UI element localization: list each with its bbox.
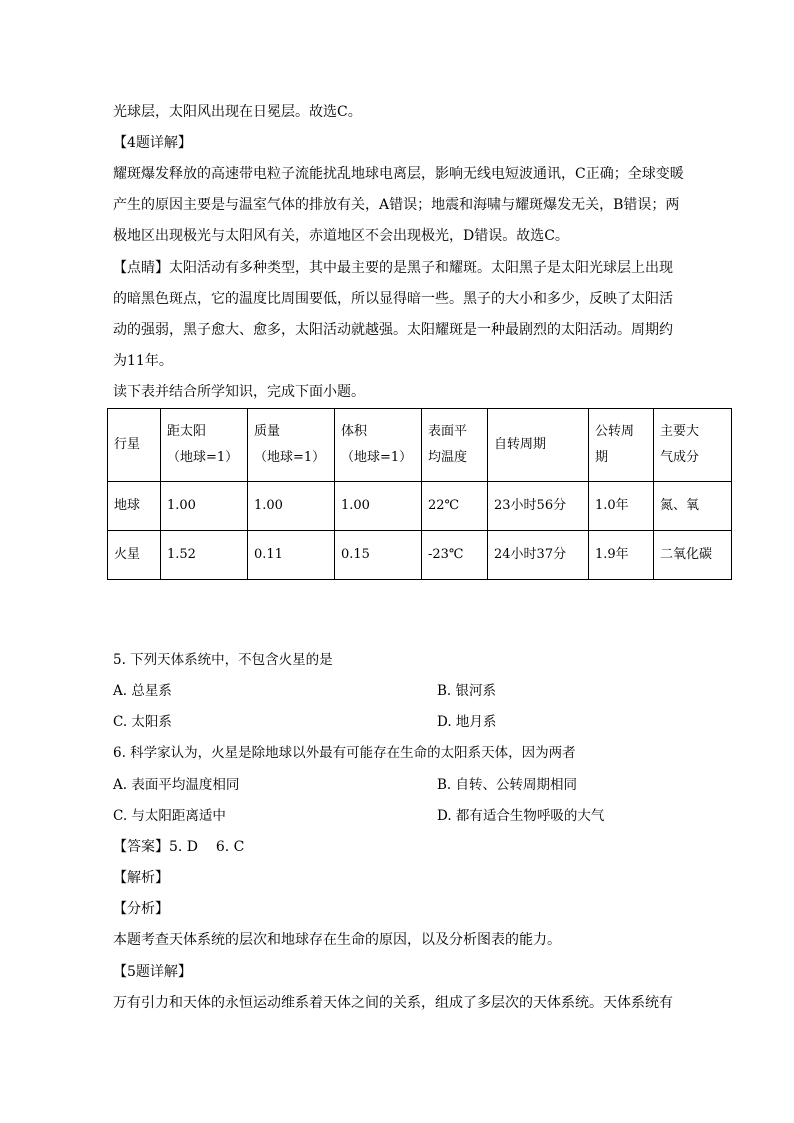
question-6-option-c[interactable]: C. 与太阳距离适中	[113, 808, 226, 824]
header-cell: 质量 （地球=1）	[248, 409, 335, 482]
table-cell: 1.9年	[589, 531, 654, 580]
table-cell: 1.00	[248, 482, 335, 531]
text-line: 产生的原因主要是与温室气体的排放有关，A错误；地震和海啸与耀斑爆发无关，B错误；两	[113, 197, 680, 213]
table-cell: 火星	[108, 531, 161, 580]
header-cell: 表面平 均温度	[422, 409, 488, 482]
text-line: 光球层，太阳风出现在日冕层。故选C。	[113, 104, 362, 120]
question-5-option-a[interactable]: A. 总星系	[113, 683, 172, 699]
question-6-option-d[interactable]: D. 都有适合生物呼吸的大气	[437, 808, 605, 824]
planet-table	[107, 408, 732, 580]
header-cell: 体积 （地球=1）	[335, 409, 422, 482]
question-6-option-b[interactable]: B. 自转、公转周期相同	[437, 777, 578, 793]
header-cell: 行星	[108, 409, 161, 482]
question-5-stem: 5. 下列天体系统中，不包含火星的是	[113, 652, 333, 668]
table-row-earth	[108, 482, 732, 531]
header-cell: 主要大 气成分	[654, 409, 732, 482]
question-5-option-d[interactable]: D. 地月系	[437, 714, 497, 730]
table-cell: 1.0年	[589, 482, 654, 531]
question-6-stem: 6. 科学家认为，火星是除地球以外最有可能存在生命的太阳系天体，因为两者	[113, 745, 576, 761]
text-line: 动的强弱，黑子愈大、愈多，太阳活动就越强。太阳耀斑是一种最剧烈的太阳活动。周期约	[113, 322, 673, 338]
fenxi-text: 本题考查天体系统的层次和地球存在生命的原因，以及分析图表的能力。	[113, 932, 561, 948]
table-cell: 1.00	[161, 482, 248, 531]
question-6-option-a[interactable]: A. 表面平均温度相同	[113, 777, 240, 793]
q5-detail-text: 万有引力和天体的永恒运动维系着天体之间的关系，组成了多层次的天体系统。天体系统有	[113, 995, 673, 1011]
answer-line: 【答案】5. D 6. C	[113, 839, 245, 855]
table-cell: 1.00	[335, 482, 422, 531]
table-cell: -23℃	[422, 531, 488, 580]
table-cell: 0.11	[248, 531, 335, 580]
table-cell: 0.15	[335, 531, 422, 580]
text-line: 为11年。	[113, 353, 173, 369]
section-heading: 【4题详解】	[113, 135, 192, 151]
text-line: 【点睛】太阳活动有多种类型，其中最主要的是黑子和耀斑。太阳黑子是太阳光球层上出现	[113, 260, 673, 276]
table-header-row	[108, 409, 732, 482]
text-line: 的暗黑色斑点，它的温度比周围要低，所以显得暗一些。黑子的大小和多少，反映了太阳活	[113, 291, 673, 307]
header-cell: 自转周期	[488, 409, 589, 482]
table-cell: 地球	[108, 482, 161, 531]
table-cell: 氮、氧	[654, 482, 732, 531]
analysis-heading: 【解析】	[113, 870, 169, 886]
header-cell: 公转周 期	[589, 409, 654, 482]
text-line: 极地区出现极光与太阳风有关，赤道地区不会出现极光，D错误。故选C。	[113, 228, 569, 244]
table-cell: 24小时37分	[488, 531, 589, 580]
question-5-option-c[interactable]: C. 太阳系	[113, 714, 172, 730]
table-cell: 23小时56分	[488, 482, 589, 531]
table-row-mars	[108, 531, 732, 580]
text-line: 耀斑爆发释放的高速带电粒子流能扰乱地球电离层，影响无线电短波通讯，C正确；全球变暖	[113, 166, 684, 182]
table-cell: 22℃	[422, 482, 488, 531]
text-line: 读下表并结合所学知识，完成下面小题。	[113, 384, 365, 400]
table-cell: 1.52	[161, 531, 248, 580]
question-5-option-b[interactable]: B. 银河系	[437, 683, 497, 699]
table-cell: 二氧化碳	[654, 531, 732, 580]
q5-detail-heading: 【5题详解】	[113, 964, 192, 980]
fenxi-heading: 【分析】	[113, 901, 169, 917]
header-cell: 距太阳 （地球=1）	[161, 409, 248, 482]
